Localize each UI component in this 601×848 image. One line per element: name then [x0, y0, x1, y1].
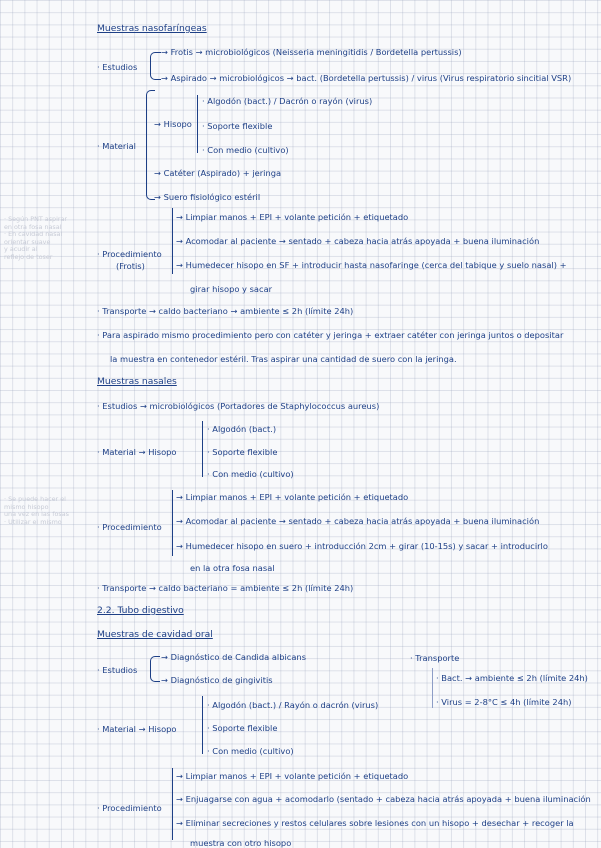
bracket-hisopo: [197, 95, 198, 153]
oral-estudio-gingivitis: → Diagnóstico de gingivitis: [161, 675, 273, 685]
bracket-nasales-hisopo: [202, 421, 203, 477]
oral-estudio-candida: → Diagnóstico de Candida albicans: [161, 652, 307, 662]
oral-procedimiento: · Procedimiento: [97, 803, 162, 813]
oral-step-1: → Limpiar manos + EPI + volante petición + etiquetado: [176, 771, 409, 781]
bracket-oral-transporte: [432, 668, 433, 708]
item-frotis: → Frotis → microbiológicos (Neisseria meningitidis / Bordetella pertussis): [161, 47, 462, 57]
brace-estudios: [150, 52, 161, 80]
heading-nasofaringeas: Muestras nasofaríngeas: [97, 23, 207, 34]
label-procedimiento-frotis: (Frotis): [116, 261, 145, 271]
label-procedimiento: · Procedimiento: [97, 249, 162, 259]
oral-step-3-cont: muestra con otro hisopo: [190, 838, 292, 848]
oral-step-2: → Enjuagarse con agua + acomodarlo (sentado + cabeza hacia atrás apoyada + buena iluminación: [176, 794, 591, 804]
nasales-material: · Material → Hisopo: [97, 447, 177, 457]
oral-material: · Material → Hisopo: [97, 724, 177, 734]
brace-material: [146, 90, 155, 200]
nasales-transporte: · Transporte → caldo bacteriano = ambiente ≤ 2h (límite 24h): [97, 583, 354, 593]
proc-step-2: → Acomodar al paciente → sentado + cabeza hacia atrás apoyada + buena iluminación: [176, 236, 540, 246]
note-aspirado-cont: la muestra en contenedor estéril. Tras aspirar una cantidad de suero con la jeringa.: [110, 354, 457, 364]
oral-algodon: · Algodón (bact.) / Rayón o dacrón (virus): [207, 700, 379, 710]
note-aspirado: · Para aspirado mismo procedimiento pero con catéter y jeringa + extraer catéter con jeringa juntos o depositar: [97, 330, 564, 340]
nasales-step-3: → Humedecer hisopo en suero + introducción 2cm + girar (10-15s) y sacar + introducirlo: [176, 541, 548, 551]
oral-medio: · Con medio (cultivo): [207, 746, 294, 756]
item-cateter: → Catéter (Aspirado) + jeringa: [154, 168, 282, 178]
item-hisopo: → Hisopo: [154, 119, 192, 129]
item-suero: → Suero fisiológico estéril: [154, 192, 261, 202]
section-tubo-digestivo: 2.2. Tubo digestivo: [97, 605, 184, 616]
item-medio: · Con medio (cultivo): [202, 145, 289, 155]
bracket-nasales-proc: [172, 490, 173, 556]
transporte-naso: · Transporte → caldo bacteriano → ambiente ≤ 2h (límite 24h): [97, 306, 354, 316]
oral-transporte-virus: · Virus = 2-8°C ≤ 4h (límite 24h): [436, 697, 572, 707]
bracket-oral-hisopo: [202, 696, 203, 754]
nasales-soporte: · Soporte flexible: [207, 447, 278, 457]
item-aspirado: → Aspirado → microbiológicos → bact. (Bordetella pertussis) / virus (Virus respiratorio sincitial VSR): [161, 73, 572, 83]
proc-step-1: → Limpiar manos + EPI + volante petición + etiquetado: [176, 212, 409, 222]
margin-note-1: · Según PNT aspirar en otra fosa nasal · En cavidad nasal orientar suave y acudir al reflejo de toser: [4, 215, 68, 261]
oral-transporte-bact: · Bact. → ambiente ≤ 2h (límite 24h): [436, 673, 588, 683]
oral-soporte: · Soporte flexible: [207, 723, 278, 733]
nasales-step-2: → Acomodar al paciente → sentado + cabeza hacia atrás apoyada + buena iluminación: [176, 516, 540, 526]
nasales-procedimiento: · Procedimiento: [97, 522, 162, 532]
nasales-step-1: → Limpiar manos + EPI + volante petición + etiquetado: [176, 492, 409, 502]
bracket-oral-proc: [172, 768, 173, 840]
brace-oral-estudios: [150, 656, 160, 682]
nasales-medio: · Con medio (cultivo): [207, 469, 294, 479]
bracket-proc-naso: [172, 208, 173, 274]
label-material: · Material: [97, 141, 136, 151]
item-algodon: · Algodón (bact.) / Dacrón o rayón (virus): [202, 96, 373, 106]
oral-step-3: → Eliminar secreciones y restos celulares sobre lesiones con un hisopo + desechar + recoger la: [176, 818, 574, 828]
nasales-step-3-cont: en la otra fosa nasal: [190, 563, 275, 573]
oral-estudios-label: · Estudios: [97, 665, 138, 675]
label-estudios: · Estudios: [97, 62, 138, 72]
heading-nasales: Muestras nasales: [97, 376, 177, 387]
oral-transporte-label: · Transporte: [410, 653, 460, 663]
proc-step-3-cont: girar hisopo y sacar: [190, 284, 273, 294]
nasales-estudios: · Estudios → microbiológicos (Portadores de Staphylococcus aureus): [97, 401, 380, 411]
nasales-algodon: · Algodón (bact.): [207, 424, 277, 434]
proc-step-3: → Humedecer hisopo en SF + introducir hasta nasofaringe (cerca del tabique y suelo nasal) +: [176, 260, 567, 270]
heading-cavidad-oral: Muestras de cavidad oral: [97, 629, 213, 640]
item-soporte: · Soporte flexible: [202, 121, 273, 131]
margin-note-2: · Se puede hacer el mismo hisopo una vez en las fosas · Utilizar el mismo: [4, 495, 69, 526]
